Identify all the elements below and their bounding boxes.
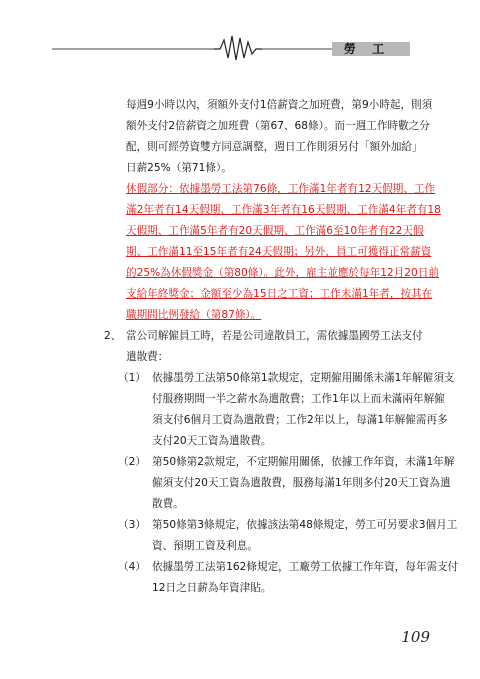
sub-item [118,557,459,599]
text-line: 第50條第2款規定，不定期僱用關係，依據工作年資，未滿1年解 [152,456,455,468]
text-line: 依據墨勞工法第50條第1款規定，定期僱用關係未滿1年解僱須支 [152,372,455,384]
highlighted-line: 支給年終獎金；金額至少為15日之工資；工作未滿1年者，按其在 [126,288,433,300]
section-title: 勞 工 [343,42,391,56]
text-line: 第50條第3條規定，依據該法第48條規定，勞工可另要求3個月工 [152,519,458,531]
highlighted-line: 滿2年者有14天假期、工作滿3年者有16天假期、工作滿4年者有18 [126,204,441,216]
sub-item [118,368,455,452]
item-number: 2、 [104,330,122,342]
sub-item-number: （3） [118,519,146,531]
sub-items [118,368,459,599]
leave-paragraph-highlighted [126,179,441,326]
text-line: 每週9小時以內，須額外支付1倍薪資之加班費，第9小時起，則須 [126,99,433,111]
text-line: 額外支付2倍薪資之加班費（第67、68條）。而一週工作時數之分 [126,120,430,132]
item-2-first-line [104,326,426,347]
page-body [96,95,459,599]
text-line: 散費。 [152,498,184,510]
page-header [0,0,480,70]
sub-item [118,515,458,557]
text-line: 須支付6個月工資為遣散費；工作2年以上，每滿1年解僱需再多 [152,414,448,426]
text-line: 資、預期工資及利息。 [152,540,258,552]
highlighted-line: 休假部分：依據墨勞工法第76條，工作滿1年者有12天假期、工作 [126,183,436,195]
text-line: 日薪25%（第71條）。 [126,162,232,174]
highlighted-line: 的25%為休假獎金（第80條）。此外，雇主並應於每年12月20日前 [126,267,439,279]
intro-paragraph [126,95,433,179]
highlighted-line: 天假期、工作滿5年者有20天假期、工作滿6至10年者有22天假 [126,225,424,237]
highlighted-line: 職期間比例發給（第87條）。 [126,309,262,321]
page-number: 109 [401,628,430,646]
sub-item-number: （4） [118,561,146,573]
text-line: 依據墨勞工法第162條規定，工廠勞工依據工作年資，每年需支付 [152,561,459,573]
text-line: 遣散費： [126,351,169,363]
header-pulse-line [0,0,480,70]
highlighted-line: 期、工作滿11至15年者有24天假期；另外，員工可獲得正常薪資 [126,246,432,258]
text-line: 當公司解僱員工時，若是公司違散員工，需依據墨國勞工法支付 [126,330,423,342]
text-line: 支付20天工資為遣散費。 [152,435,272,447]
text-line: 付服務期間一半之薪水為遣散費；工作1年以上而未滿兩年解僱 [152,393,445,405]
text-line: 僱須支付20天工資為遣散費，服務每滿1年則多付20天工資為遣 [152,477,451,489]
sub-item-number: （1） [118,372,146,384]
list-item-2 [104,326,426,368]
sub-item [118,452,455,515]
sub-item-number: （2） [118,456,146,468]
text-line: 配，則可經勞資雙方同意調整，週日工作則須另付「額外加給」 [126,141,423,153]
text-line: 12日之日薪為年資津貼。 [152,582,272,594]
